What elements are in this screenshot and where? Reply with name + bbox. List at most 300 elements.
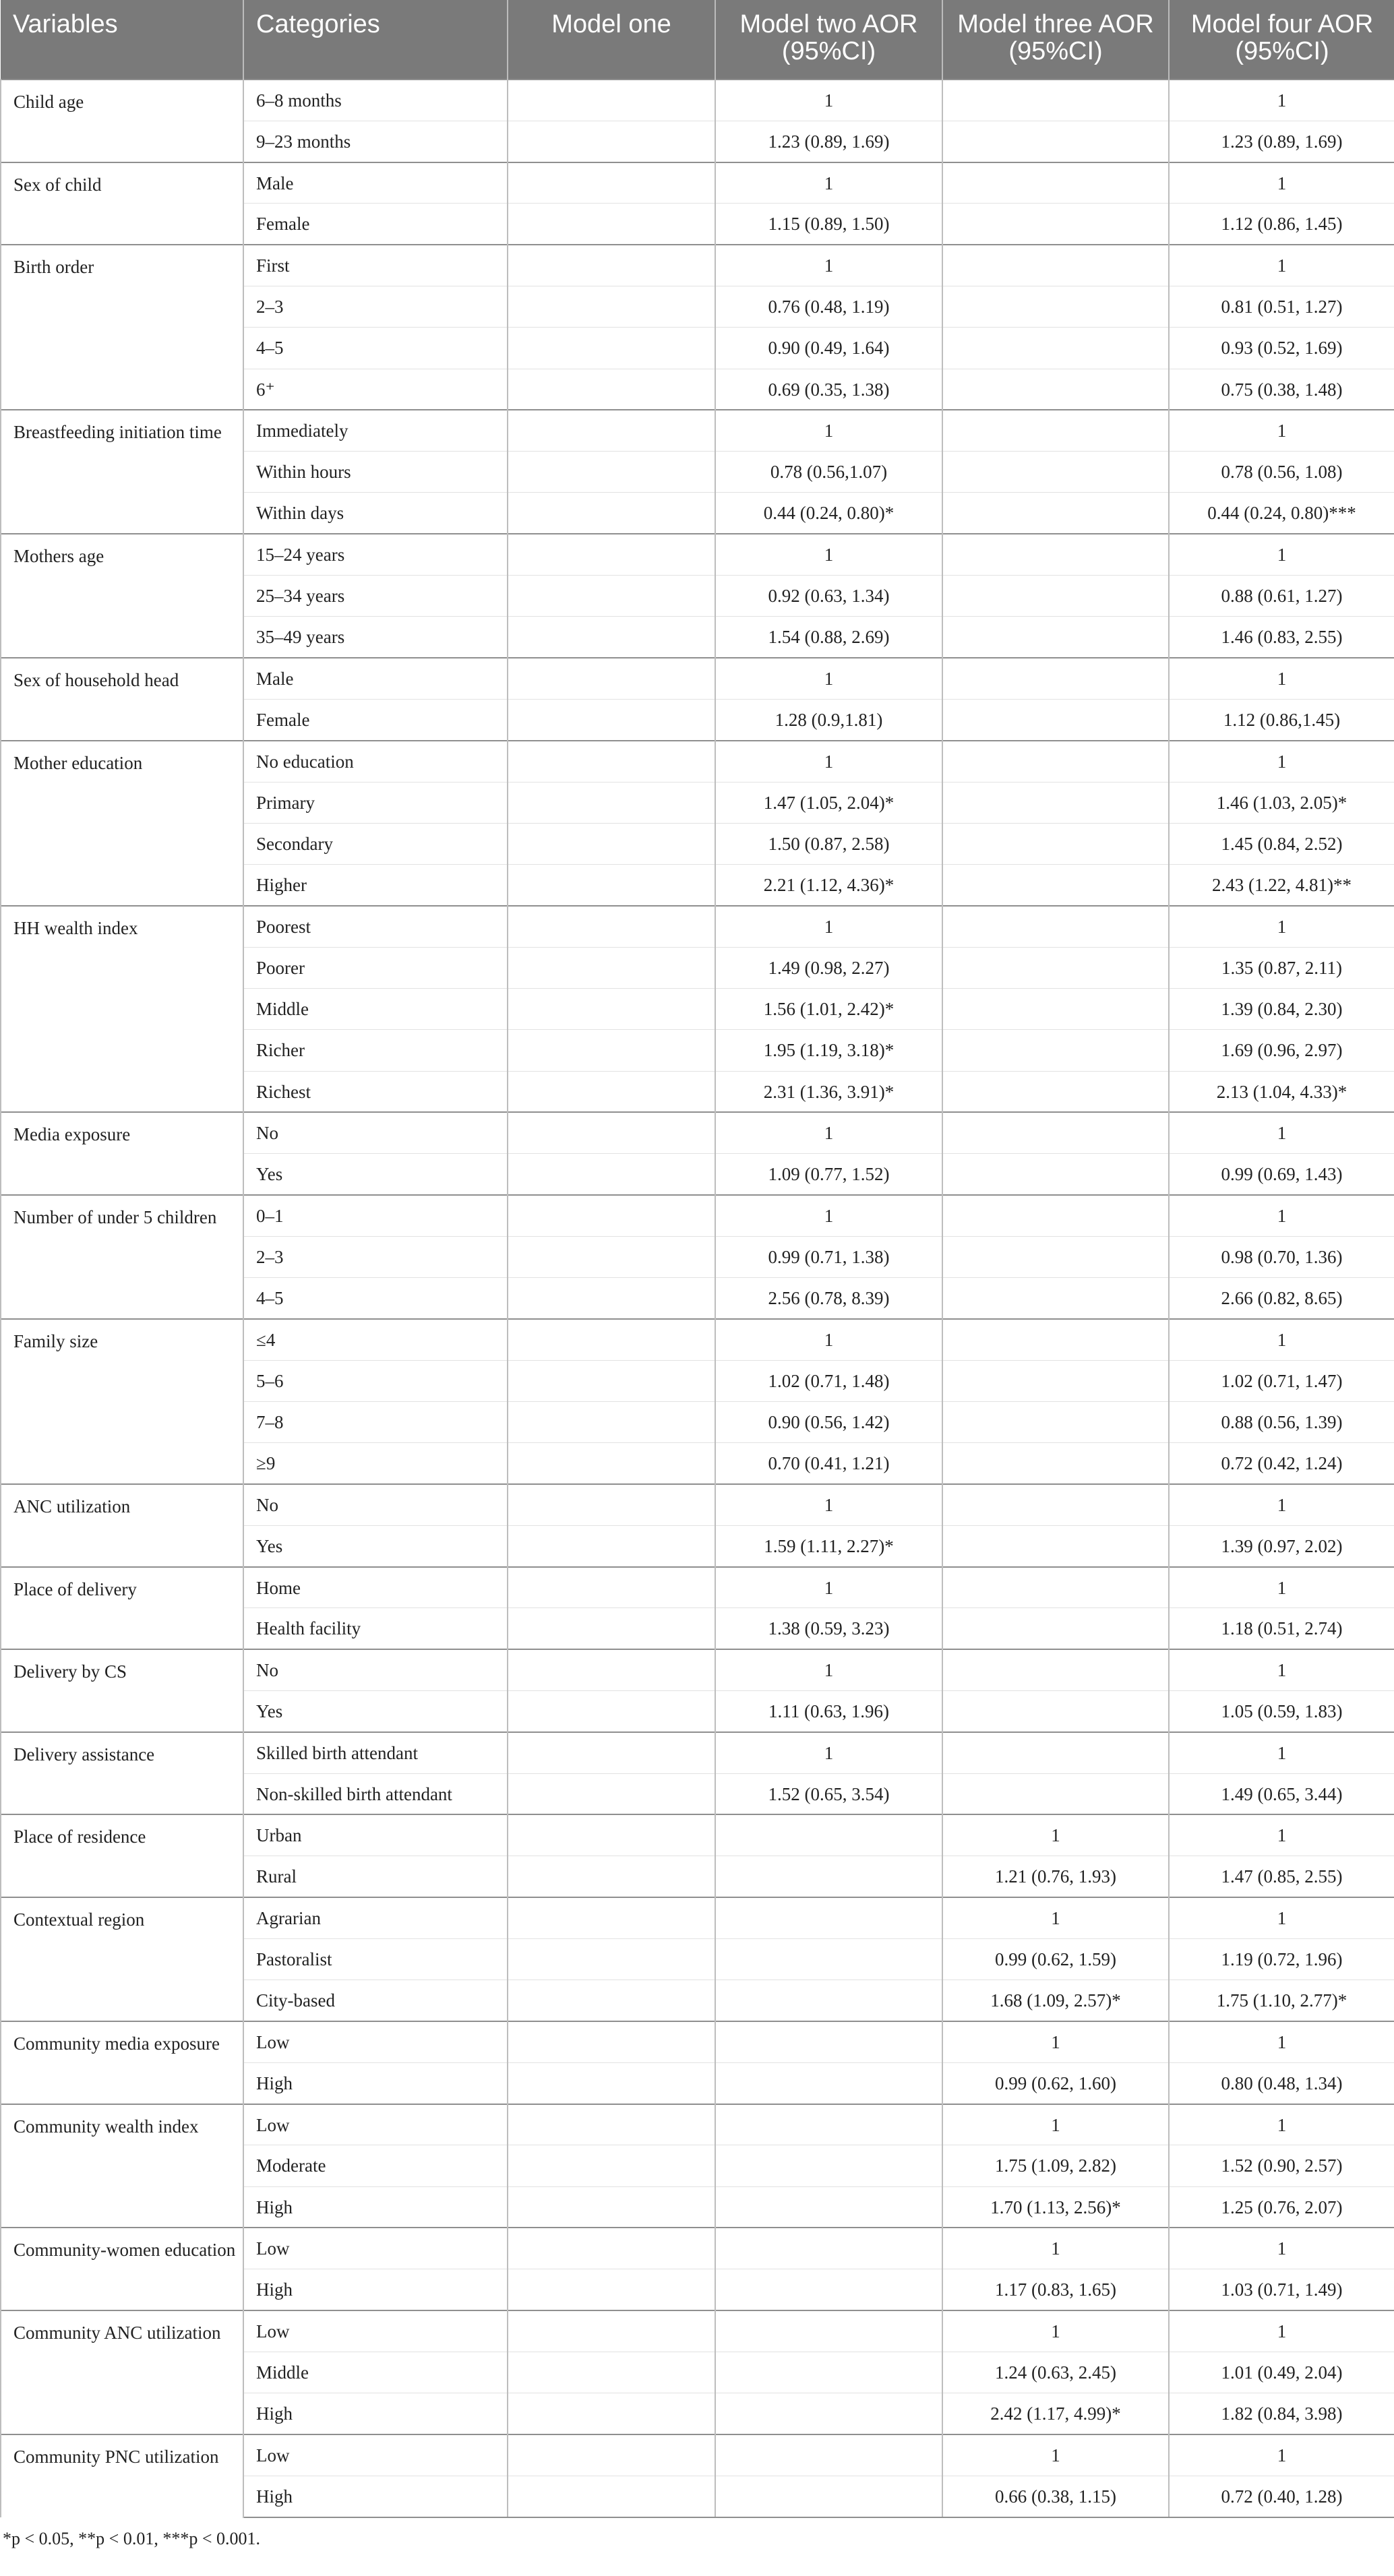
model-one-cell <box>508 2186 715 2228</box>
model-four-cell: 1.01 (0.49, 2.04) <box>1169 2352 1394 2393</box>
category-cell: Yes <box>243 1525 508 1566</box>
model-two-cell: 1.38 (0.59, 3.23) <box>715 1608 942 1649</box>
table-row <box>1 1897 1394 1938</box>
model-two-cell: 0.78 (0.56,1.07) <box>715 452 942 493</box>
model-one-cell <box>508 617 715 658</box>
model-two-cell: 2.31 (1.36, 3.91)* <box>715 1071 942 1112</box>
model-one-cell <box>508 369 715 410</box>
category-cell: Higher <box>243 865 508 906</box>
model-four-cell: 1 <box>1169 162 1394 204</box>
category-cell: Middle <box>243 989 508 1030</box>
model-two-cell: 1.28 (0.9,1.81) <box>715 699 942 740</box>
model-four-cell: 1.49 (0.65, 3.44) <box>1169 1773 1394 1814</box>
table-row <box>1 2434 1394 2476</box>
model-three-cell <box>942 369 1169 410</box>
model-one-cell <box>508 1484 715 1525</box>
category-cell: Yes <box>243 1691 508 1732</box>
category-cell: City-based <box>243 1980 508 2021</box>
category-cell: Within hours <box>243 452 508 493</box>
category-cell: 9–23 months <box>243 121 508 162</box>
category-cell: ≤4 <box>243 1319 508 1360</box>
model-two-cell <box>715 2228 942 2269</box>
model-one-cell <box>508 1691 715 1732</box>
table-row <box>1 1649 1394 1690</box>
model-four-cell: 1 <box>1169 534 1394 575</box>
model-one-cell <box>508 121 715 162</box>
model-two-cell <box>715 1814 942 1856</box>
model-two-cell: 1 <box>715 658 942 699</box>
model-one-cell <box>508 286 715 327</box>
category-cell: Low <box>243 2434 508 2476</box>
model-four-cell: 1.02 (0.71, 1.47) <box>1169 1360 1394 1401</box>
variable-name: Child age <box>1 80 243 162</box>
category-cell: Primary <box>243 782 508 823</box>
category-cell: Health facility <box>243 1608 508 1649</box>
table-row <box>1 2310 1394 2352</box>
model-four-cell: 1 <box>1169 1484 1394 1525</box>
table-row <box>1 534 1394 575</box>
model-two-cell: 0.90 (0.49, 1.64) <box>715 328 942 369</box>
model-four-cell: 1 <box>1169 245 1394 286</box>
model-three-cell: 1 <box>942 2104 1169 2145</box>
model-one-cell <box>508 865 715 906</box>
model-two-cell: 0.99 (0.71, 1.38) <box>715 1236 942 1277</box>
model-one-cell <box>508 2228 715 2269</box>
model-four-cell: 0.44 (0.24, 0.80)*** <box>1169 493 1394 534</box>
table-row <box>1 245 1394 286</box>
model-four-cell: 1 <box>1169 1814 1394 1856</box>
model-three-cell <box>942 204 1169 245</box>
model-four-cell: 1 <box>1169 1732 1394 1773</box>
model-two-cell: 1 <box>715 410 942 451</box>
table-row <box>1 906 1394 947</box>
model-four-cell: 1 <box>1169 906 1394 947</box>
model-two-cell: 1 <box>715 1112 942 1153</box>
model-four-cell: 1.75 (1.10, 2.77)* <box>1169 1980 1394 2021</box>
category-cell: Richest <box>243 1071 508 1112</box>
model-one-cell <box>508 1773 715 1814</box>
model-one-cell <box>508 1195 715 1236</box>
category-cell: Richer <box>243 1030 508 1071</box>
model-one-cell <box>508 823 715 864</box>
model-one-cell <box>508 2434 715 2476</box>
model-one-cell <box>508 1360 715 1401</box>
variable-name: Mother education <box>1 741 243 906</box>
model-two-cell <box>715 2393 942 2434</box>
model-four-cell: 1.46 (0.83, 2.55) <box>1169 617 1394 658</box>
model-two-cell: 1 <box>715 741 942 782</box>
category-cell: 6–8 months <box>243 80 508 121</box>
model-three-cell: 1.70 (1.13, 2.56)* <box>942 2186 1169 2228</box>
model-one-cell <box>508 1732 715 1773</box>
header-model-one: Model one <box>508 0 715 80</box>
model-two-cell: 2.56 (0.78, 8.39) <box>715 1278 942 1319</box>
model-four-cell: 1 <box>1169 2228 1394 2269</box>
model-two-cell: 1.11 (0.63, 1.96) <box>715 1691 942 1732</box>
category-cell: 2–3 <box>243 1236 508 1277</box>
model-one-cell <box>508 162 715 204</box>
model-two-cell: 1.56 (1.01, 2.42)* <box>715 989 942 1030</box>
model-four-cell: 1 <box>1169 2104 1394 2145</box>
model-three-cell <box>942 947 1169 988</box>
model-two-cell: 1.54 (0.88, 2.69) <box>715 617 942 658</box>
model-one-cell <box>508 699 715 740</box>
model-three-cell <box>942 699 1169 740</box>
model-two-cell <box>715 1980 942 2021</box>
model-four-cell: 1 <box>1169 1897 1394 1938</box>
model-three-cell: 1 <box>942 2228 1169 2269</box>
table-row <box>1 80 1394 121</box>
model-three-cell <box>942 286 1169 327</box>
table-body <box>1 80 1394 2517</box>
category-cell: Urban <box>243 1814 508 1856</box>
model-one-cell <box>508 1236 715 1277</box>
model-two-cell: 1.49 (0.98, 2.27) <box>715 947 942 988</box>
model-three-cell: 1.68 (1.09, 2.57)* <box>942 1980 1169 2021</box>
model-one-cell <box>508 1402 715 1443</box>
category-cell: 15–24 years <box>243 534 508 575</box>
table-row <box>1 1567 1394 1608</box>
model-one-cell <box>508 1567 715 1608</box>
model-three-cell <box>942 452 1169 493</box>
model-four-cell: 1 <box>1169 80 1394 121</box>
model-four-cell: 1.25 (0.76, 2.07) <box>1169 2186 1394 2228</box>
model-one-cell <box>508 906 715 947</box>
category-cell: Male <box>243 658 508 699</box>
model-four-cell: 1.12 (0.86,1.45) <box>1169 699 1394 740</box>
variable-name: Delivery by CS <box>1 1649 243 1732</box>
variable-name: Community-women education <box>1 2228 243 2310</box>
model-two-cell <box>715 2104 942 2145</box>
model-three-cell <box>942 1030 1169 1071</box>
variable-name: Community media exposure <box>1 2021 243 2104</box>
model-four-cell: 1.05 (0.59, 1.83) <box>1169 1691 1394 1732</box>
model-four-cell: 1 <box>1169 741 1394 782</box>
variable-name: Number of under 5 children <box>1 1195 243 1319</box>
model-one-cell <box>508 328 715 369</box>
model-four-cell: 1.03 (0.71, 1.49) <box>1169 2269 1394 2310</box>
model-one-cell <box>508 1154 715 1195</box>
model-three-cell <box>942 576 1169 617</box>
category-cell: Low <box>243 2310 508 2352</box>
model-three-cell <box>942 1443 1169 1484</box>
model-two-cell: 1 <box>715 1649 942 1690</box>
model-four-cell: 1 <box>1169 1112 1394 1153</box>
model-four-cell: 0.88 (0.61, 1.27) <box>1169 576 1394 617</box>
category-cell: Secondary <box>243 823 508 864</box>
model-one-cell <box>508 1112 715 1153</box>
model-two-cell <box>715 2476 942 2517</box>
model-three-cell: 1.75 (1.09, 2.82) <box>942 2145 1169 2186</box>
model-two-cell: 1 <box>715 162 942 204</box>
model-two-cell <box>715 1856 942 1897</box>
model-four-cell: 1.12 (0.86, 1.45) <box>1169 204 1394 245</box>
category-cell: 6⁺ <box>243 369 508 410</box>
model-one-cell <box>508 2145 715 2186</box>
model-four-cell: 2.66 (0.82, 8.65) <box>1169 1278 1394 1319</box>
model-one-cell <box>508 658 715 699</box>
model-two-cell: 1 <box>715 1732 942 1773</box>
model-three-cell <box>942 1525 1169 1566</box>
model-three-cell <box>942 1608 1169 1649</box>
model-two-cell <box>715 2186 942 2228</box>
model-four-cell: 1.23 (0.89, 1.69) <box>1169 121 1394 162</box>
model-one-cell <box>508 1980 715 2021</box>
table-row <box>1 2021 1394 2062</box>
model-three-cell <box>942 1691 1169 1732</box>
model-three-cell <box>942 1236 1169 1277</box>
model-four-cell: 1.52 (0.90, 2.57) <box>1169 2145 1394 2186</box>
model-two-cell: 1.09 (0.77, 1.52) <box>715 1154 942 1195</box>
model-three-cell: 0.99 (0.62, 1.59) <box>942 1938 1169 1980</box>
model-three-cell <box>942 865 1169 906</box>
category-cell: 2–3 <box>243 286 508 327</box>
model-two-cell <box>715 2310 942 2352</box>
model-two-cell: 0.76 (0.48, 1.19) <box>715 286 942 327</box>
model-four-cell: 1.47 (0.85, 2.55) <box>1169 1856 1394 1897</box>
model-four-cell: 0.78 (0.56, 1.08) <box>1169 452 1394 493</box>
category-cell: Yes <box>243 1154 508 1195</box>
variable-name: ANC utilization <box>1 1484 243 1567</box>
table-row <box>1 658 1394 699</box>
header-model-two: Model two AOR (95%CI) <box>715 0 942 80</box>
model-one-cell <box>508 741 715 782</box>
model-three-cell: 1 <box>942 1814 1169 1856</box>
category-cell: Low <box>243 2021 508 2062</box>
model-three-cell <box>942 658 1169 699</box>
model-two-cell <box>715 2269 942 2310</box>
model-one-cell <box>508 1897 715 1938</box>
model-four-cell: 0.88 (0.56, 1.39) <box>1169 1402 1394 1443</box>
model-one-cell <box>508 2393 715 2434</box>
model-two-cell: 0.70 (0.41, 1.21) <box>715 1443 942 1484</box>
model-four-cell: 1.39 (0.84, 2.30) <box>1169 989 1394 1030</box>
model-two-cell: 1 <box>715 1319 942 1360</box>
model-three-cell <box>942 1360 1169 1401</box>
model-three-cell <box>942 1732 1169 1773</box>
model-two-cell: 1.59 (1.11, 2.27)* <box>715 1525 942 1566</box>
model-one-cell <box>508 2062 715 2104</box>
model-three-cell <box>942 782 1169 823</box>
model-two-cell: 1.95 (1.19, 3.18)* <box>715 1030 942 1071</box>
variable-name: Sex of child <box>1 162 243 245</box>
model-four-cell: 1.82 (0.84, 3.98) <box>1169 2393 1394 2434</box>
model-two-cell: 0.92 (0.63, 1.34) <box>715 576 942 617</box>
model-three-cell: 1.17 (0.83, 1.65) <box>942 2269 1169 2310</box>
variable-name: Sex of household head <box>1 658 243 741</box>
table-row <box>1 1732 1394 1773</box>
category-cell: Immediately <box>243 410 508 451</box>
category-cell: First <box>243 245 508 286</box>
model-three-cell: 1 <box>942 1897 1169 1938</box>
model-two-cell: 1 <box>715 1195 942 1236</box>
model-two-cell <box>715 1897 942 1938</box>
model-three-cell <box>942 534 1169 575</box>
model-one-cell <box>508 1525 715 1566</box>
category-cell: No <box>243 1112 508 1153</box>
model-three-cell <box>942 1567 1169 1608</box>
model-three-cell <box>942 1278 1169 1319</box>
model-two-cell <box>715 2434 942 2476</box>
model-two-cell <box>715 2352 942 2393</box>
header-categories: Categories <box>243 0 508 80</box>
category-cell: ≥9 <box>243 1443 508 1484</box>
header-model-four: Model four AOR (95%CI) <box>1169 0 1394 80</box>
variable-name: Community ANC utilization <box>1 2310 243 2434</box>
model-two-cell: 1.47 (1.05, 2.04)* <box>715 782 942 823</box>
table-row <box>1 2228 1394 2269</box>
model-four-cell: 0.72 (0.42, 1.24) <box>1169 1443 1394 1484</box>
model-two-cell: 1 <box>715 906 942 947</box>
model-three-cell <box>942 1112 1169 1153</box>
model-four-cell: 0.98 (0.70, 1.36) <box>1169 1236 1394 1277</box>
model-one-cell <box>508 989 715 1030</box>
model-four-cell: 1.35 (0.87, 2.11) <box>1169 947 1394 988</box>
table-header-row <box>1 0 1394 80</box>
table-row <box>1 162 1394 204</box>
model-one-cell <box>508 80 715 121</box>
model-one-cell <box>508 576 715 617</box>
model-three-cell: 1 <box>942 2310 1169 2352</box>
model-three-cell <box>942 1773 1169 1814</box>
model-two-cell: 1 <box>715 245 942 286</box>
model-three-cell: 1.24 (0.63, 2.45) <box>942 2352 1169 2393</box>
model-one-cell <box>508 534 715 575</box>
category-cell: High <box>243 2393 508 2434</box>
model-one-cell <box>508 2310 715 2352</box>
model-two-cell: 1.23 (0.89, 1.69) <box>715 121 942 162</box>
category-cell: Non-skilled birth attendant <box>243 1773 508 1814</box>
category-cell: 4–5 <box>243 328 508 369</box>
model-four-cell: 0.99 (0.69, 1.43) <box>1169 1154 1394 1195</box>
category-cell: Poorest <box>243 906 508 947</box>
category-cell: Middle <box>243 2352 508 2393</box>
variable-name: Delivery assistance <box>1 1732 243 1815</box>
variable-name: Breastfeeding initiation time <box>1 410 243 534</box>
category-cell: Moderate <box>243 2145 508 2186</box>
table-row <box>1 1484 1394 1525</box>
variable-name: HH wealth index <box>1 906 243 1112</box>
model-three-cell: 1 <box>942 2434 1169 2476</box>
model-one-cell <box>508 2104 715 2145</box>
model-three-cell: 1.21 (0.76, 1.93) <box>942 1856 1169 1897</box>
category-cell: Male <box>243 162 508 204</box>
model-four-cell: 1 <box>1169 1649 1394 1690</box>
model-four-cell: 1.18 (0.51, 2.74) <box>1169 1608 1394 1649</box>
model-three-cell: 1 <box>942 2021 1169 2062</box>
model-one-cell <box>508 245 715 286</box>
category-cell: 35–49 years <box>243 617 508 658</box>
model-one-cell <box>508 1856 715 1897</box>
header-model-three: Model three AOR (95%CI) <box>942 0 1169 80</box>
category-cell: 5–6 <box>243 1360 508 1401</box>
model-two-cell: 1 <box>715 1484 942 1525</box>
category-cell: 25–34 years <box>243 576 508 617</box>
model-one-cell <box>508 452 715 493</box>
category-cell: Within days <box>243 493 508 534</box>
model-two-cell: 1 <box>715 1567 942 1608</box>
model-one-cell <box>508 1071 715 1112</box>
model-one-cell <box>508 493 715 534</box>
variable-name: Birth order <box>1 245 243 410</box>
model-two-cell: 2.21 (1.12, 4.36)* <box>715 865 942 906</box>
model-four-cell: 1.39 (0.97, 2.02) <box>1169 1525 1394 1566</box>
model-one-cell <box>508 2021 715 2062</box>
model-one-cell <box>508 947 715 988</box>
model-four-cell: 1 <box>1169 2021 1394 2062</box>
model-one-cell <box>508 2352 715 2393</box>
table-row <box>1 741 1394 782</box>
variable-name: Mothers age <box>1 534 243 658</box>
model-four-cell: 1 <box>1169 658 1394 699</box>
category-cell: Female <box>243 699 508 740</box>
model-four-cell: 1 <box>1169 1319 1394 1360</box>
model-four-cell: 1 <box>1169 410 1394 451</box>
model-three-cell <box>942 617 1169 658</box>
table-row <box>1 1195 1394 1236</box>
model-three-cell <box>942 328 1169 369</box>
model-three-cell <box>942 80 1169 121</box>
model-four-cell: 1 <box>1169 2310 1394 2352</box>
model-two-cell <box>715 1938 942 1980</box>
model-two-cell: 1 <box>715 80 942 121</box>
model-one-cell <box>508 410 715 451</box>
model-one-cell <box>508 1938 715 1980</box>
variable-name: Community wealth index <box>1 2104 243 2228</box>
model-three-cell <box>942 121 1169 162</box>
category-cell: Low <box>243 2104 508 2145</box>
model-one-cell <box>508 1608 715 1649</box>
model-four-cell: 0.81 (0.51, 1.27) <box>1169 286 1394 327</box>
category-cell: Skilled birth attendant <box>243 1732 508 1773</box>
model-one-cell <box>508 1443 715 1484</box>
category-cell: Home <box>243 1567 508 1608</box>
category-cell: No <box>243 1649 508 1690</box>
model-three-cell <box>942 1402 1169 1443</box>
model-one-cell <box>508 1649 715 1690</box>
model-four-cell: 1 <box>1169 1195 1394 1236</box>
category-cell: High <box>243 2062 508 2104</box>
category-cell: Low <box>243 2228 508 2269</box>
table-row <box>1 1814 1394 1856</box>
variable-name: Family size <box>1 1319 243 1484</box>
model-three-cell <box>942 989 1169 1030</box>
variable-name: Contextual region <box>1 1897 243 2021</box>
model-three-cell <box>942 1154 1169 1195</box>
category-cell: Poorer <box>243 947 508 988</box>
model-two-cell: 0.69 (0.35, 1.38) <box>715 369 942 410</box>
model-one-cell <box>508 1030 715 1071</box>
model-two-cell: 1.52 (0.65, 3.54) <box>715 1773 942 1814</box>
category-cell: Female <box>243 204 508 245</box>
model-four-cell: 2.43 (1.22, 4.81)** <box>1169 865 1394 906</box>
model-four-cell: 1.69 (0.96, 2.97) <box>1169 1030 1394 1071</box>
table-row <box>1 1319 1394 1360</box>
category-cell: 0–1 <box>243 1195 508 1236</box>
category-cell: No <box>243 1484 508 1525</box>
category-cell: Pastoralist <box>243 1938 508 1980</box>
category-cell: High <box>243 2476 508 2517</box>
model-three-cell: 2.42 (1.17, 4.99)* <box>942 2393 1169 2434</box>
table-row <box>1 410 1394 451</box>
table-row <box>1 2104 1394 2145</box>
variable-name: Place of residence <box>1 1814 243 1897</box>
model-two-cell <box>715 2062 942 2104</box>
category-cell: High <box>243 2269 508 2310</box>
model-four-cell: 0.93 (0.52, 1.69) <box>1169 328 1394 369</box>
model-three-cell <box>942 493 1169 534</box>
header-variables: Variables <box>13 10 118 38</box>
